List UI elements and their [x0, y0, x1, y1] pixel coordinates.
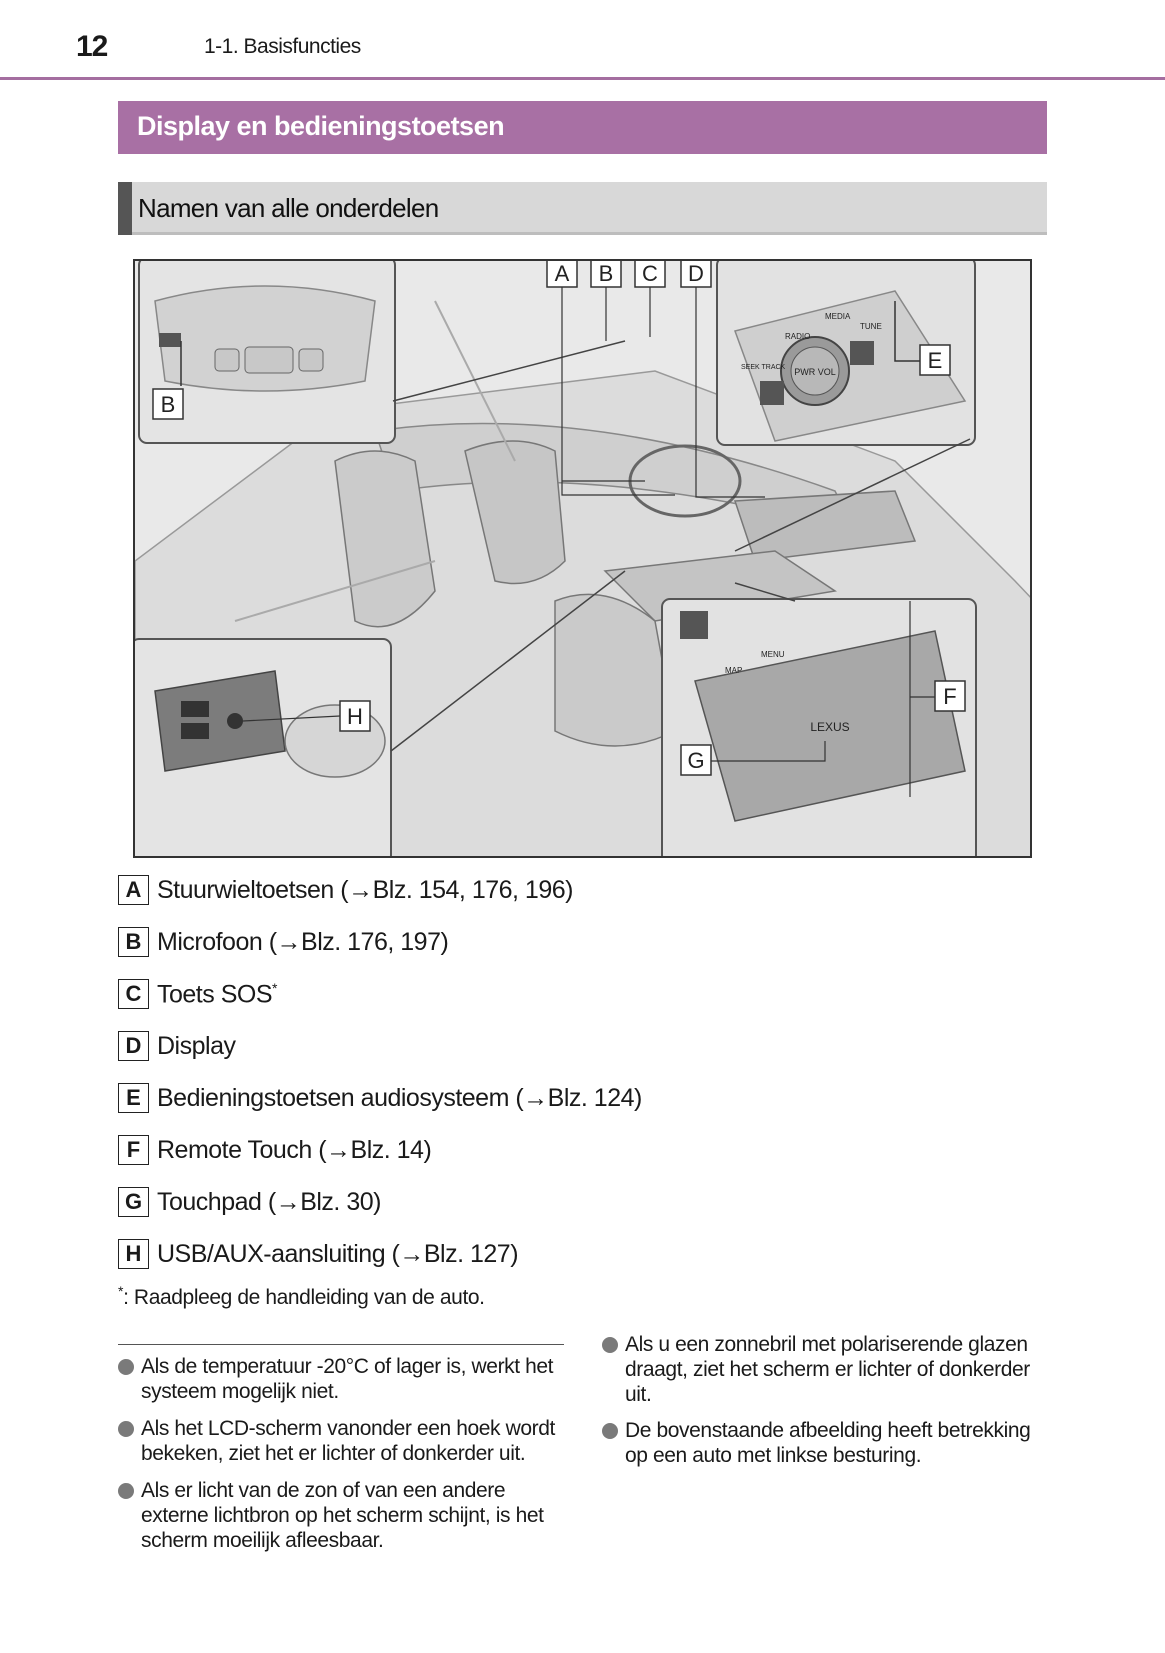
callout-label-c: C: [642, 261, 658, 286]
note-item: [602, 1332, 1050, 1407]
legend-text: Display: [157, 1032, 236, 1060]
note-item: [118, 1416, 564, 1466]
map-label: MAP: [725, 666, 743, 675]
footnote: [118, 1283, 485, 1310]
legend-letter: E: [118, 1083, 149, 1113]
note-text: Als er licht van de zon of van een andere externe lichtbron op het scherm schijnt, is het scherm moeilijk afleesbaar.: [141, 1479, 544, 1552]
legend-letter: A: [118, 875, 149, 905]
menu-label: MENU: [761, 650, 785, 659]
media-label: MEDIA: [825, 312, 851, 321]
page-number: 12: [76, 30, 108, 63]
footnote-text: : Raadpleeg de handleiding van de auto.: [123, 1286, 485, 1309]
inset-audio-controls: [717, 261, 975, 445]
note-item: [118, 1478, 564, 1553]
header-divider: [0, 77, 1165, 80]
pwr-vol-label: PWR VOL: [794, 367, 836, 377]
note-text: Als u een zonnebril met polariserende glazen draagt, ziet het scherm er lichter of donkerder uit.: [625, 1333, 1030, 1406]
subsection-title: Namen van alle onderdelen: [138, 193, 439, 223]
callout-label-b: B: [598, 261, 614, 286]
legend-text: Toets SOS: [157, 980, 272, 1009]
legend-text: Touchpad (→Blz. 30): [157, 1188, 381, 1216]
footnote-mark: *: [272, 980, 277, 996]
callout-label-f: F: [943, 684, 957, 709]
bullet-icon: [118, 1421, 134, 1437]
legend-letter: H: [118, 1239, 149, 1269]
callout-label-a: A: [554, 261, 570, 286]
legend-text: Bedieningstoetsen audiosysteem (→Blz. 124): [157, 1084, 642, 1112]
legend-text-wrap: [157, 980, 277, 1009]
legend-letter: C: [118, 979, 149, 1009]
callout-label-h: H: [347, 704, 363, 729]
callout-label-g: G: [687, 748, 705, 773]
legend-text: USB/AUX-aansluiting (→Blz. 127): [157, 1240, 519, 1268]
note-text: Als de temperatuur -20°C of lager is, werkt het systeem mogelijk niet.: [141, 1355, 554, 1403]
notes-divider: [118, 1344, 564, 1345]
legend-text: Microfoon (→Blz. 176, 197): [157, 928, 449, 956]
note-text: De bovenstaande afbeelding heeft betrekking op een auto met linkse besturing.: [625, 1419, 1031, 1467]
note-text: Als het LCD-scherm vanonder een hoek wordt bekeken, ziet het er lichter of donkerder uit.: [141, 1417, 555, 1465]
legend-letter: F: [118, 1135, 149, 1165]
legend-letter: G: [118, 1187, 149, 1217]
subsection-title-banner: [118, 182, 1047, 235]
bullet-icon: [118, 1483, 134, 1499]
bullet-icon: [602, 1423, 618, 1439]
footnote-asterisk: *: [118, 1283, 124, 1299]
inset-remote-touch: [662, 599, 976, 858]
callout-label-b-inset: B: [160, 392, 176, 417]
subsection-accent-bar: [118, 182, 132, 235]
bullet-icon: [118, 1359, 134, 1375]
legend-text: Remote Touch (→Blz. 14): [157, 1136, 432, 1164]
legend-letter: B: [118, 927, 149, 957]
callout-label-e: E: [927, 348, 943, 373]
tune-label: TUNE: [860, 322, 882, 331]
illustration-svg: [135, 261, 1032, 858]
seek-track-label: SEEK TRACK: [741, 364, 786, 371]
legend-text: Stuurwieltoetsen (→Blz. 154, 176, 196): [157, 876, 573, 904]
section-title-banner: [118, 101, 1047, 154]
note-item: [118, 1354, 564, 1404]
section-reference: 1-1. Basisfuncties: [204, 35, 361, 58]
radio-label: RADIO: [785, 332, 811, 341]
note-item: [602, 1418, 1050, 1468]
callout-label-d: D: [688, 261, 704, 286]
legend-letter: D: [118, 1031, 149, 1061]
page-header: [0, 0, 1165, 82]
car-interior-illustration: [133, 259, 1032, 858]
section-title: Display en bedieningstoetsen: [137, 111, 505, 141]
brand-label: LEXUS: [810, 720, 850, 734]
inset-usb-aux: [135, 639, 391, 858]
bullet-icon: [602, 1337, 618, 1353]
inset-overhead-console: [139, 261, 395, 443]
